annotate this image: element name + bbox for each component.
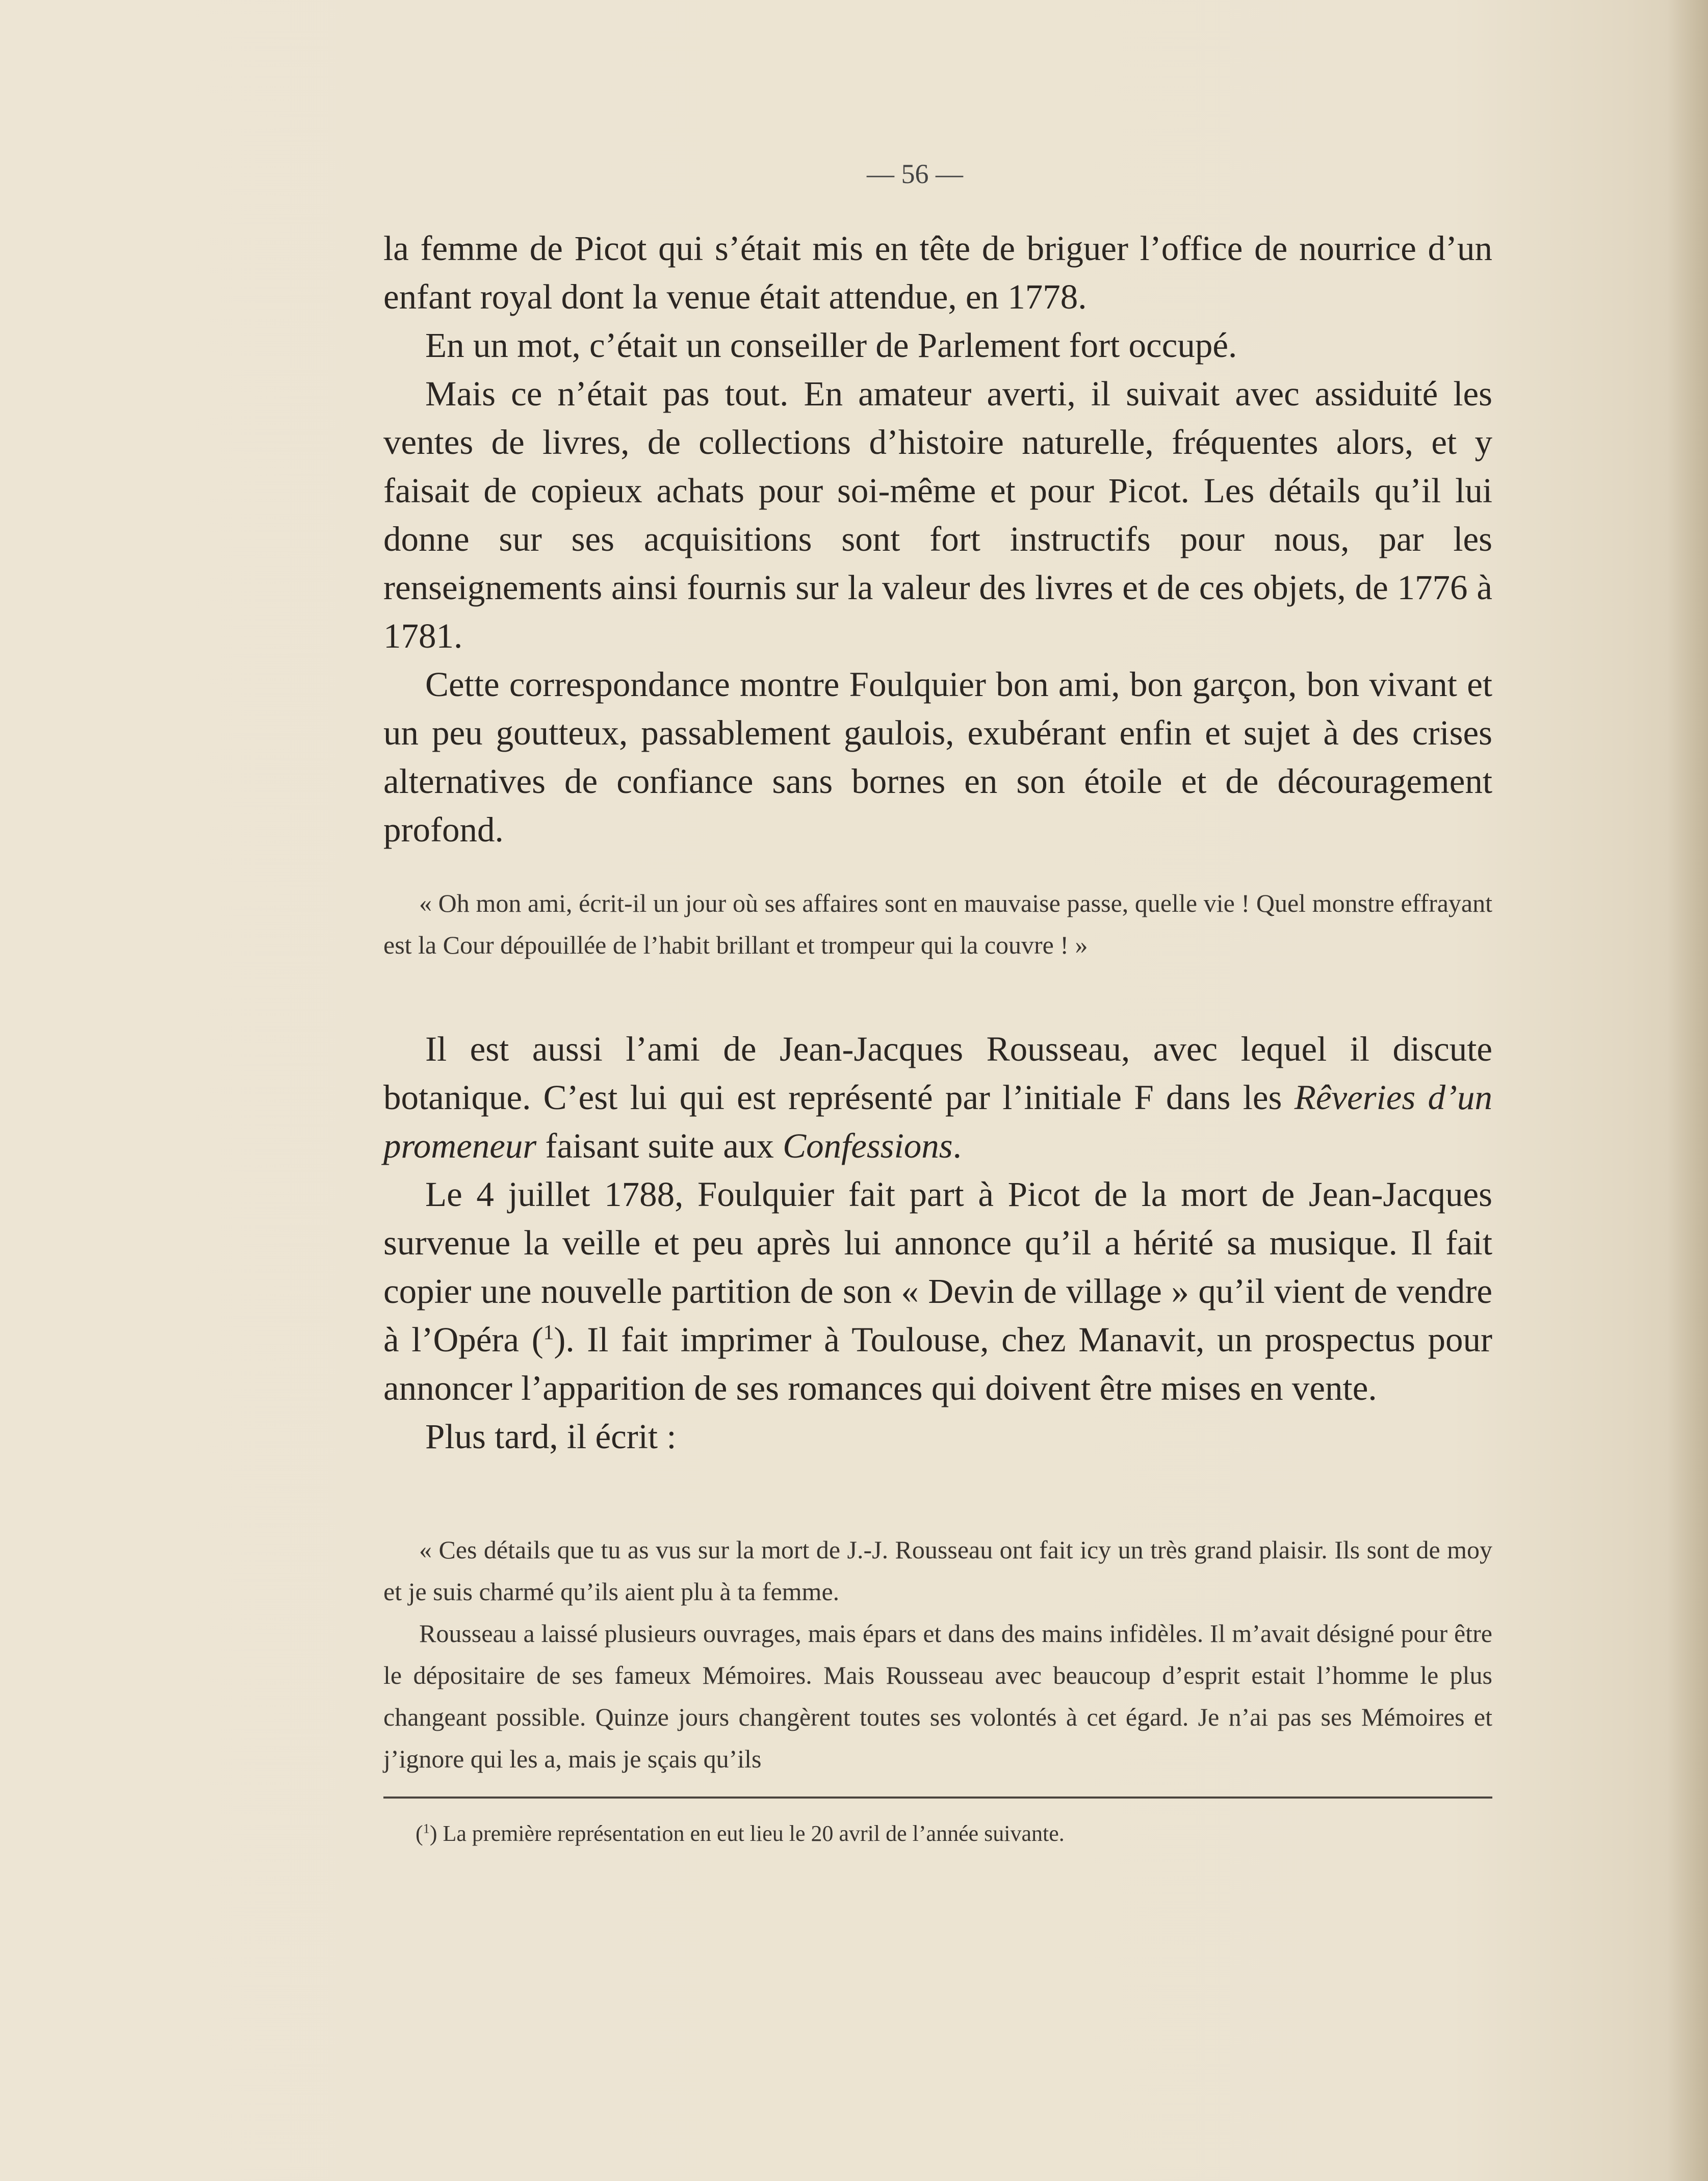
footnote: ($^1$) La première représentation en eut lieu le 20 avril de l’année suivante. — [416, 1820, 1065, 1846]
quote-2: « Ces détails que tu as vus sur la mort de J.-J. Rousseau ont fait icy un très grand plaisir. Ils sont de moy et je suis charmé qu’ils aient plu à ta femme. — [383, 1535, 1492, 1606]
title-confessions: Confessions — [783, 1126, 953, 1165]
quote-3: Rousseau a laissé plusieurs ouvrages, mais épars et dans des mains infidèles. Il m’avait désigné pour être le dépositaire de ses fameux Mémoires. Mais Rousseau avec beaucoup d’esprit estait l’homme le plus changeant possible. Quinze jours changèrent toutes ses volontés à cet égard. Je n’ai pas ses Mémoires et j’ignore qui les a, mais je sçais qu’ils — [383, 1619, 1492, 1773]
paragraph-2: En un mot, c’était un conseiller de Parlement fort occupé. — [425, 326, 1237, 365]
title-reveries: Rêveries d’un promeneur — [383, 1078, 1492, 1165]
quote-1: « Oh mon ami, écrit-il un jour où ses affaires sont en mauvaise passe, quelle vie ! Quel monstre effrayant est la Cour dépouillée de l’habit brillant et trompeur qui la couvre ! » — [383, 889, 1492, 959]
footnote-reference: 1 — [543, 1320, 554, 1344]
footnote-text: La première représentation en eut lieu le 20 avril de l’année suivante. — [443, 1821, 1065, 1846]
page-edge-shadow — [1667, 0, 1708, 2181]
paragraph-5: Il est aussi l’ami de Jean-Jacques Rousseau, avec lequel il discute botanique. C’est lui qui est représenté par l’initiale F dans les Rêveries d’un promeneur faisant suite aux Confessions. — [383, 1030, 1492, 1165]
paragraph-4: Cette correspondance montre Foulquier bon ami, bon garçon, bon vivant et un peu goutteux, passablement gaulois, exubérant enfin et sujet à des crises alternatives de confiance sans bornes en son étoile et de découragement profond. — [383, 665, 1492, 849]
main-text-block-1 — [383, 224, 1492, 854]
paragraph-6: Le 4 juillet 1788, Foulquier fait part à Picot de la mort de Jean-Jacques survenue la veille et peu après lui annonce qu’il a hérité sa musique. Il fait copier une nouvelle partition de son « Devin de village » qu’il vient de vendre à l’Opéra ($^1$). Il fait imprimer à Toulouse, chez Manavit, un prospectus pour annoncer l’apparition de ses romances qui doivent être mises en vente. — [383, 1175, 1492, 1407]
quote-block-1 — [383, 882, 1492, 966]
main-text-block-2 — [383, 1025, 1492, 1461]
footnote-divider — [383, 1797, 1492, 1799]
footnote-marker: 1 — [423, 1820, 430, 1836]
quote-block-2 — [383, 1529, 1492, 1780]
paragraph-7: Plus tard, il écrit : — [425, 1417, 677, 1456]
paragraph-1: la femme de Picot qui s’était mis en tête de briguer l’office de nourrice d’un enfant royal dont la venue était attendue, en 1778. — [383, 229, 1492, 316]
page-number: — 56 — — [867, 159, 963, 189]
paragraph-3: Mais ce n’était pas tout. En amateur averti, il suivait avec assiduité les ventes de livres, de collections d’histoire naturelle, fréquentes alors, et y faisait de copieux achats pour soi-même et pour Picot. Les détails qu’il lui donne sur ses acquisitions sont fort instructifs pour nous, par les renseignements ainsi fournis sur la valeur des livres et de ces objets, de 1776 à 1781. — [383, 374, 1492, 655]
